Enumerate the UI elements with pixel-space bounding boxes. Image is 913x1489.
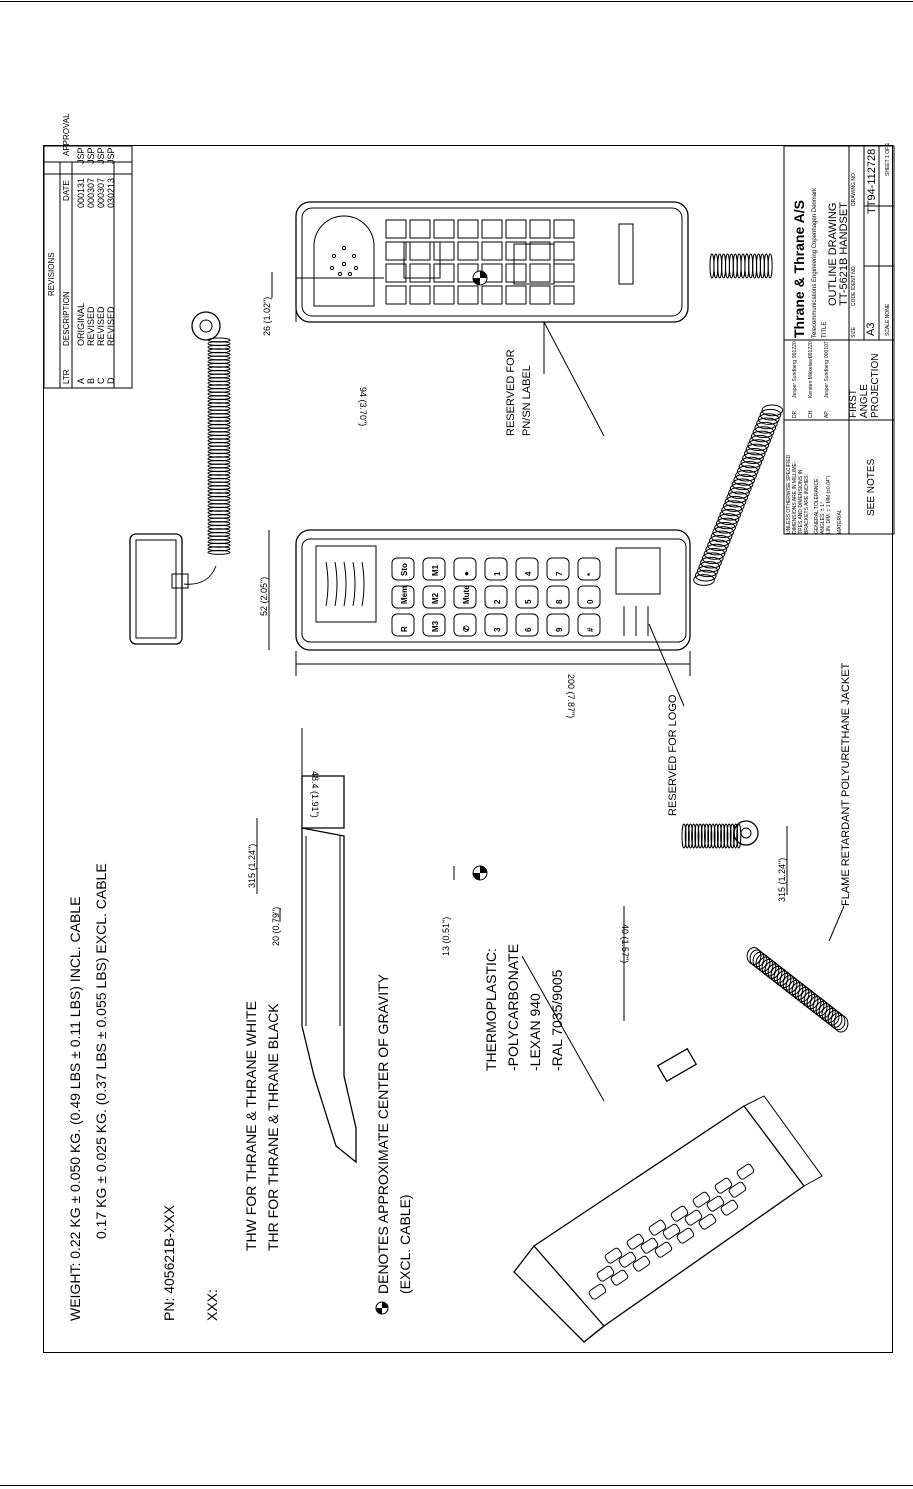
drawing-no-label: DRAWING NO. [851,171,857,206]
back-grid-cell [386,286,406,304]
sheet-label: SHEET 1 OF 1 [885,142,891,176]
rev-header-approval: APPROVAL [62,113,71,156]
bottom-rule [0,1485,913,1486]
back-grid-cell [458,242,478,260]
key-label: Sto [400,563,409,576]
dim-94: 94 (3.70") [358,387,368,427]
rev-approval: JSP [96,147,106,164]
code-ident-label: CODE IDENT NO. [851,264,857,306]
callout-jacket: FLAME RETARDANT POLYURETHANE JACKET [840,662,852,906]
drawer-date: 991220 [792,341,798,358]
grille-slot [344,562,346,606]
rev-header-date: DATE [62,180,71,201]
rev-header-description: DESCRIPTION [62,291,71,346]
projection-line-2: ANGLE [859,384,870,418]
rev-letter: A [76,377,86,384]
revisions-title: REVISIONS [47,252,56,296]
material-line-4: -RAL 7035/9005 [549,969,565,1071]
front-keypad-view [269,405,783,706]
key-label: M3 [431,620,440,632]
cog-note-line-2: (EXCL. CABLE) [397,1194,413,1294]
tolerance-note-4: BRACKETS ARE INCHES. [804,473,810,534]
iso-key [706,1195,725,1212]
speaker-hole [332,254,335,257]
back-grid-cell [554,286,574,304]
key-label: 6 [524,627,533,632]
iso-key [714,1177,733,1194]
back-grid-cell [434,264,454,282]
key-label: Mem [400,585,409,604]
key-label: M2 [431,592,440,604]
general-tolerance-2: ANGLES: ± 1° [820,502,826,534]
material-line-3: -LEXAN 940 [527,993,543,1071]
rev-approval: JSP [106,147,116,164]
revision-row [96,147,106,384]
dim-315-bottom: 315 (1.24") [777,857,787,902]
key-label: 8 [555,599,564,604]
iso-key [648,1219,667,1236]
back-grid-cell [410,264,430,282]
title-line-1: OUTLINE DRAWING [827,202,839,306]
dim-200: 200 (7.87") [566,674,576,719]
revision-row [86,147,96,384]
key-label: 0 [586,599,595,604]
top-rule [0,1,913,2]
back-grid-cell [458,286,478,304]
iso-key [670,1205,689,1222]
projection-line-3: PROJECTION [870,353,881,418]
cog-marker-back-icon [473,271,487,285]
dim-48: 48.4 (1.91") [310,771,320,818]
approver-date: 000107 [824,341,830,358]
rev-letter: B [86,377,96,384]
weight-line-2: 0.17 KG ± 0.025 KG. (0.37 LBS ± 0.055 LBS) EXCL. CABLE [93,863,109,1239]
callout-logo: RESERVED FOR LOGO [667,694,679,816]
back-grid-cell [482,286,502,304]
dim-52: 52 (2.05") [259,576,269,616]
iso-key [736,1163,755,1180]
ap-label: AP. [824,410,830,418]
iso-key [676,1227,695,1244]
rev-letter: D [106,377,116,384]
grille-slot [335,562,337,606]
iso-key [654,1241,673,1258]
company-name: Thrane & Thrane A/S [791,200,807,338]
key-label: ● [462,571,471,576]
drawer-name: Jesper Sundberg [792,359,798,398]
material-line-2: -POLYCARBONATE [505,943,521,1071]
iso-key [684,1209,703,1226]
iso-key [720,1199,739,1216]
key-label: 9 [555,627,564,632]
checker-name: Kersten Mikkelsen [808,357,814,398]
rev-date: 030213 [106,177,116,208]
general-tolerance-1: GENERAL TOLERANCE: [814,477,820,534]
iso-key [618,1251,637,1268]
back-grid-cell [506,286,526,304]
iso-key [604,1247,623,1264]
top-side-view [130,312,230,644]
back-grid-cell [434,220,454,238]
tolerance-note-3: TRES AND DIMENSIONS IN [798,469,804,534]
cog-marker-side-icon [473,866,487,880]
key-label: 4 [524,571,533,576]
key-label: 3 [493,627,502,632]
rev-letter: C [96,377,106,384]
general-tolerance-3: LIN. DIM. ± 1 MM (±0.04") [826,475,832,534]
iso-key [662,1223,681,1240]
drawing-number: TT94-112728 [866,148,878,214]
key-label: * [586,572,595,576]
key-label: 2 [493,599,502,604]
back-grid-cell [506,264,526,282]
side-profile-view [257,728,787,1162]
iso-key [698,1213,717,1230]
cog-note-line-1: DENOTES APPROXIMATE CENTER OF GRAVITY [375,974,391,1294]
iso-key [596,1265,615,1282]
back-grid-cell [386,242,406,260]
checker-date: 991220 [808,341,814,358]
back-grid-cell [482,220,502,238]
speaker-hole [342,262,345,265]
ch-label: CH. [808,409,814,418]
dimension-texts [247,297,787,963]
drawing-sheet [43,113,893,1353]
back-grid-cell [434,286,454,304]
rev-header-ltr: LTR [62,369,71,384]
drawing-canvas [44,113,894,1354]
thw-note: THW FOR THRANE & THRANE WHITE [243,1001,259,1251]
key-label: # [586,627,595,632]
weight-line-1: WEIGHT: 0.22 KG ± 0.050 KG. (0.49 LBS ± 0.11 LBS) INCL. CABLE [67,896,83,1321]
speaker-hole [338,272,341,275]
back-grid-cell [410,242,430,260]
scale-label: SCALE NONE [885,303,891,336]
speaker-hole [342,246,345,249]
dim-40: 40 (1.57") [620,924,630,964]
tolerance-note-1: UNLESS OTHERWISE SPECIFIED [786,454,792,534]
callout-label-2: PN/SN LABEL [521,365,533,436]
size-value: A3 [865,322,877,336]
dim-26: 26 (1.02") [262,296,272,336]
back-grid-cell [458,220,478,238]
speaker-hole [348,272,351,275]
tolerance-note-2: DIMENSIONS ARE IN MILLIME- [792,461,798,534]
key-label: R [400,626,409,632]
rev-description: REVISED [86,306,96,346]
key-label: 1 [493,571,502,576]
back-grid-cell [386,220,406,238]
key-label: Mute [462,585,471,604]
back-grid-cell [506,220,526,238]
callouts [505,349,852,941]
rev-date: 000131 [76,177,86,208]
back-grid-cell [554,220,574,238]
title-label: TITLE [822,321,828,338]
back-grid-cell [530,286,550,304]
iso-key [610,1269,629,1286]
rev-description: REVISED [96,306,106,346]
rev-approval: JSP [86,147,96,164]
key-label: 5 [524,599,533,604]
speaker-hole [330,266,333,269]
back-grid-cell [506,242,526,260]
rev-date: 000307 [96,177,106,208]
grille-slot [326,562,328,606]
callout-label-1: RESERVED FOR [505,349,517,436]
speaker-hole [352,254,355,257]
rev-description: REVISED [106,306,116,346]
notes-block [67,863,565,1321]
iso-key [728,1181,747,1198]
speaker-hole [354,266,357,269]
iso-key [626,1233,645,1250]
rev-date: 000307 [86,177,96,208]
cog-symbol-icon [376,1302,388,1314]
iso-key [632,1255,651,1272]
thr-note: THR FOR THRANE & THRANE BLACK [265,1003,281,1251]
back-grid-cell [410,220,430,238]
back-grid-cell [530,264,550,282]
title-line-2: TT-5621B HANDSET [838,202,850,306]
title-block [784,143,894,534]
back-grid-cell [530,242,550,260]
back-grid-cell [434,242,454,260]
key-label: ✆ [462,625,471,632]
back-grid-cell [554,264,574,282]
dim-20: 20 (0.79") [271,906,281,946]
back-grid-cell [554,242,574,260]
company-subtitle: Telecommunications Engineering Copenhagen Denmark [812,187,818,338]
grille-slot [353,562,355,606]
key-label: 7 [555,571,564,576]
dim-13: 13 (0.51") [441,916,451,956]
part-number: PN: 405621B-XXX [161,1205,177,1321]
iso-key [692,1191,711,1208]
dr-label: DR. [792,409,798,418]
back-grid-cell [410,286,430,304]
revision-row [76,147,86,384]
size-label: SIZE [851,326,857,338]
rev-description: ORIGINAL [76,302,86,346]
back-grid-cell [530,220,550,238]
dim-315-top: 315 (1.24") [247,843,257,888]
approver-name: Jesper Sundberg [824,359,830,398]
grille-slot [362,562,364,606]
see-notes: SEE NOTES [866,458,877,516]
back-grid-cell [482,242,502,260]
material-line-1: THERMOPLASTIC: [483,948,499,1071]
iso-key [640,1237,659,1254]
projection-line-1: FIRST [848,389,859,418]
rev-approval: JSP [76,147,86,164]
back-grid-cell [386,264,406,282]
xxx-label: XXX: [204,1289,220,1321]
key-label: M1 [431,564,440,576]
iso-key [588,1283,607,1300]
material-label: MATERIAL [837,509,843,534]
revisions-table [44,113,132,388]
